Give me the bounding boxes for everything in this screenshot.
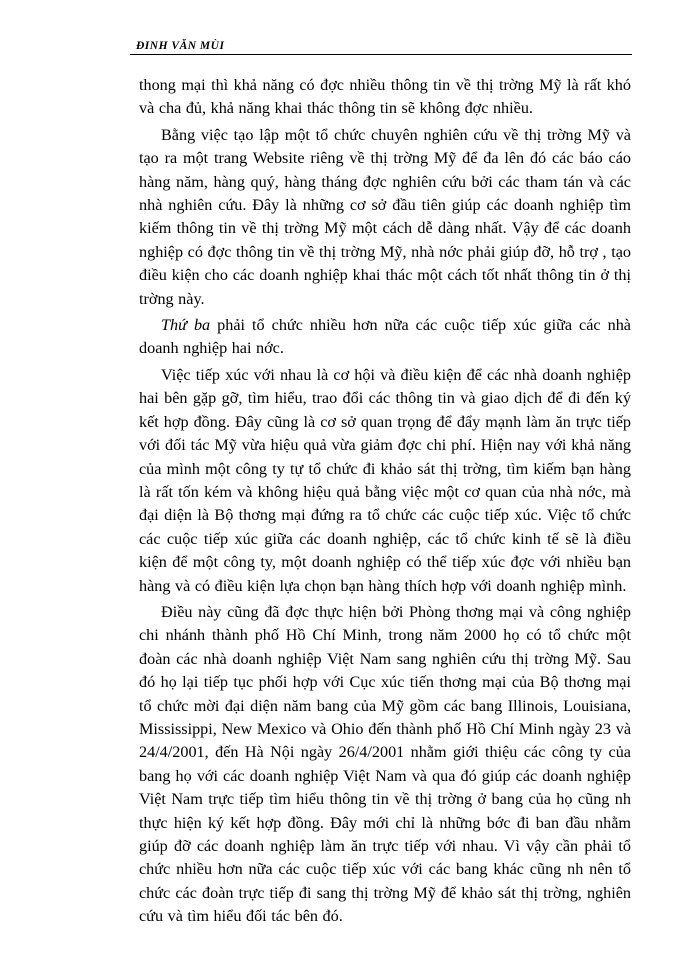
paragraph-intro-italic: Thứ ba [161,316,211,335]
page-header [130,40,632,58]
paragraph-text: Điều này cũng đã đợc thực hiện bởi Phòng thơng mại và công nghiệp chi nhánh thành phố Hồ Chí Minh, trong năm 2000 họ có tổ chức một đoàn các nhà doanh nghiệp Việt Nam sang nghiên cứu thị trờng Mỹ. Sau đó họ lại tiếp tục phối hợp với Cục xúc tiến thơng mại của Bộ thơng mại tổ chức mời đại diện năm bang của Mỹ gồm các bang Illinois, Louisiana, Mississippi, New Mexico và Ohio đến thành phố Hồ Chí Minh ngày 23 và 24/4/2001, đến Hà Nội ngày 26/4/2001 nhằm giới thiệu các công ty của bang họ với các doanh nghiệp Việt Nam và qua đó giúp các doanh nghiệp Việt Nam trực tiếp tìm hiểu thông tin về thị trờng ở bang của họ cũng nh thực hiện ký kết hợp đồng. Đây mới chỉ là những bớc đi ban đầu nhằm giúp đỡ các doanh nghiệp làm ăn trực tiếp với nhau. Vì vậy cần phải tổ chức nhiều hơn nữa các cuộc tiếp xúc với các bang khác cũng nh nên tổ chức các đoàn trực tiếp đi sang thị trờng Mỹ để khảo sát thị trờng, nghiên cứu và tìm hiểu đối tác bên đó. [139,602,631,926]
paragraph-research-organization [139,124,631,311]
paragraph-text: thong mại thì khả năng có đợc nhiều thông tin về thị trờng Mỹ là rất khó và cha đủ, khả năng khai thác thông tin sẽ không đợc nhiều. [139,76,631,118]
paragraph-continuation [139,74,631,121]
header-author: ĐINH VĂN MÙI [136,40,225,52]
paragraph-contact-benefits [139,364,631,598]
paragraph-third-point [139,314,631,361]
paragraph-hcmc-example [139,601,631,929]
document-body [139,74,631,929]
paragraph-text: Việc tiếp xúc với nhau là cơ hội và điều kiện để các nhà doanh nghiệp hai bên gặp gỡ, tìm hiểu, trao đổi các thông tin và giao dịch để đi đến ký kết hợp đồng. Đây cũng là cơ sở quan trọng để đẩy mạnh làm ăn trực tiếp với đối tác Mỹ vừa hiệu quả vừa giảm đợc chi phí. Hiện nay với khả năng của mình một công ty tự tổ chức đi khảo sát thị trờng, tìm kiếm bạn hàng là rất tốn kém và không hiệu quả bằng việc một cơ quan của nhà nớc, mà đại diện là Bộ thơng mại đứng ra tổ chức các cuộc tiếp xúc. Việc tổ chức các cuộc tiếp xúc giữa các doanh nghiệp, các tổ chức kinh tế sẽ là điều kiện để một công ty, một doanh nghiệp có thể tiếp xúc đợc với nhiều bạn hàng và có điều kiện lựa chọn bạn hàng thích hợp với doanh nghiệp mình. [139,365,631,595]
paragraph-text: Bằng việc tạo lập một tổ chức chuyên nghiên cứu về thị trờng Mỹ và tạo ra một trang Website riêng về thị trờng Mỹ để đa lên đó các báo cáo hàng năm, hàng quý, hàng tháng đợc nghiên cứu bởi các tham tán và các nhà nghiên cứu. Đây là những cơ sở đầu tiên giúp các doanh nghiệp tìm kiếm thông tin về thị trờng Mỹ một cách dễ dàng nhất. Vậy để các doanh nghiệp có đợc thông tin về thị trờng Mỹ, nhà nớc phải giúp đỡ, hỗ trợ , tạo điều kiện cho các doanh nghiệp khai thác một cách tốt nhất thông tin ở thị trờng này. [139,125,631,308]
paragraph-text: phải tổ chức nhiều hơn nữa các cuộc tiếp xúc giữa các nhà doanh nghiệp hai nớc. [139,316,631,358]
header-divider [130,54,632,55]
